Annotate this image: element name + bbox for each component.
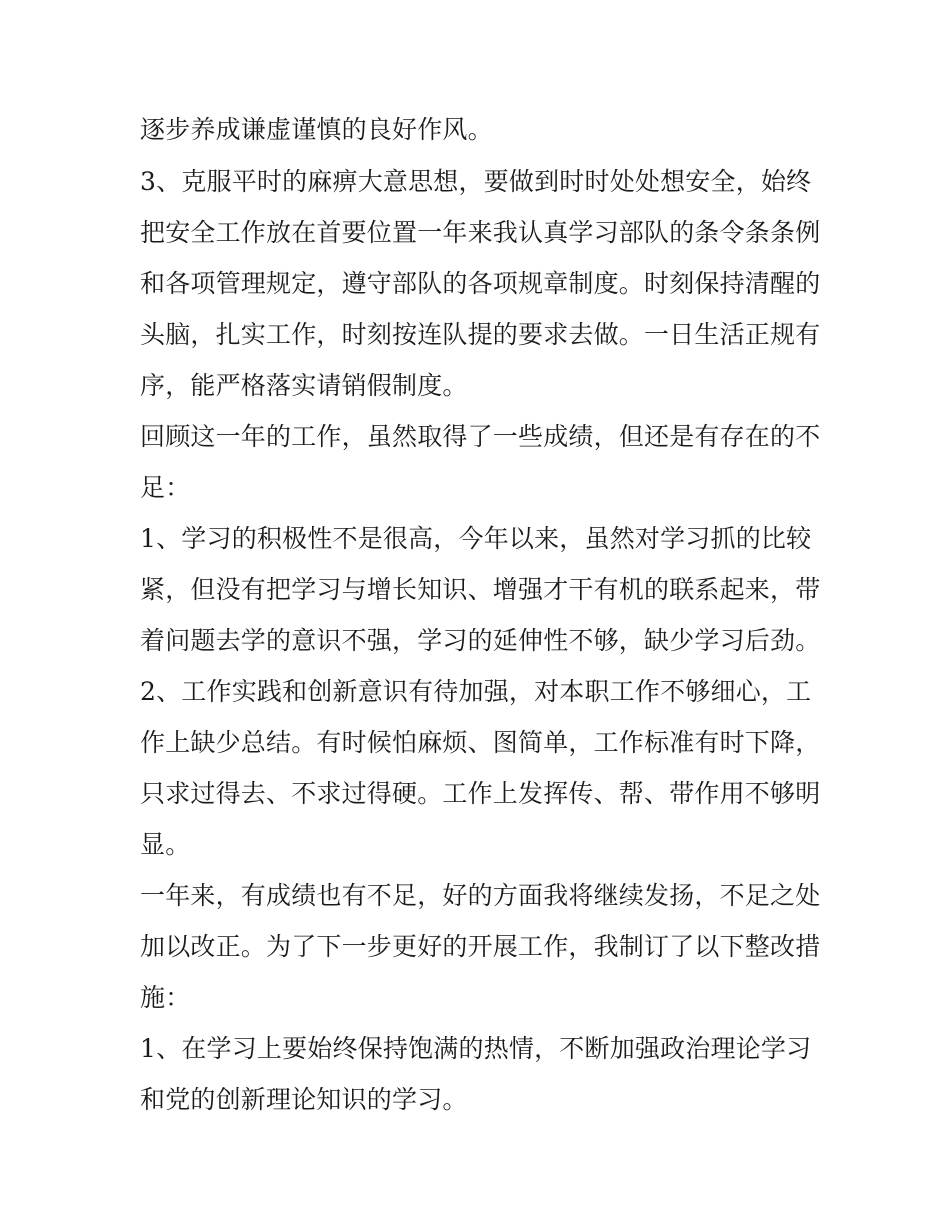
text-line: 回顾这一年的工作，虽然取得了一些成绩，但还是有存在的不 [140, 422, 821, 451]
text-line: 序，能严格落实请销假制度。 [140, 371, 468, 400]
text-line: 一年来，有成绩也有不足，好的方面我将继续发扬，不足之处 [140, 881, 821, 910]
text-line: 3、克服平时的麻痹大意思想，要做到时时处处想安全，始终 [140, 167, 812, 196]
text-line: 和党的创新理论知识的学习。 [140, 1085, 468, 1114]
text-line: 把安全工作放在首要位置一年来我认真学习部队的条令条条例 [140, 218, 821, 247]
text-line: 逐步养成谦虚谨慎的良好作风。 [140, 115, 493, 144]
text-line: 1、在学习上要始终保持饱满的热情，不断加强政治理论学习 [140, 1034, 812, 1063]
text-line: 着问题去学的意识不强，学习的延伸性不够，缺少学习后劲。 [140, 626, 821, 655]
text-line: 施： [140, 983, 191, 1012]
text-line: 和各项管理规定，遵守部队的各项规章制度。时刻保持清醒的 [140, 269, 821, 298]
text-line: 加以改正。为了下一步更好的开展工作，我制订了以下整改措 [140, 932, 821, 961]
text-line: 作上缺少总结。有时候怕麻烦、图简单，工作标准有时下降， [140, 728, 821, 757]
text-line: 紧，但没有把学习与增长知识、增强才干有机的联系起来，带 [140, 575, 821, 604]
text-line: 1、学习的积极性不是很高，今年以来，虽然对学习抓的比较 [140, 524, 812, 553]
text-line: 头脑，扎实工作，时刻按连队提的要求去做。一日生活正规有 [140, 320, 821, 349]
text-line: 显。 [140, 830, 191, 859]
text-line: 只求过得去、不求过得硬。工作上发挥传、帮、带作用不够明 [140, 779, 821, 808]
text-line: 2、工作实践和创新意识有待加强，对本职工作不够细心，工 [140, 677, 812, 706]
text-line: 足： [140, 473, 191, 502]
